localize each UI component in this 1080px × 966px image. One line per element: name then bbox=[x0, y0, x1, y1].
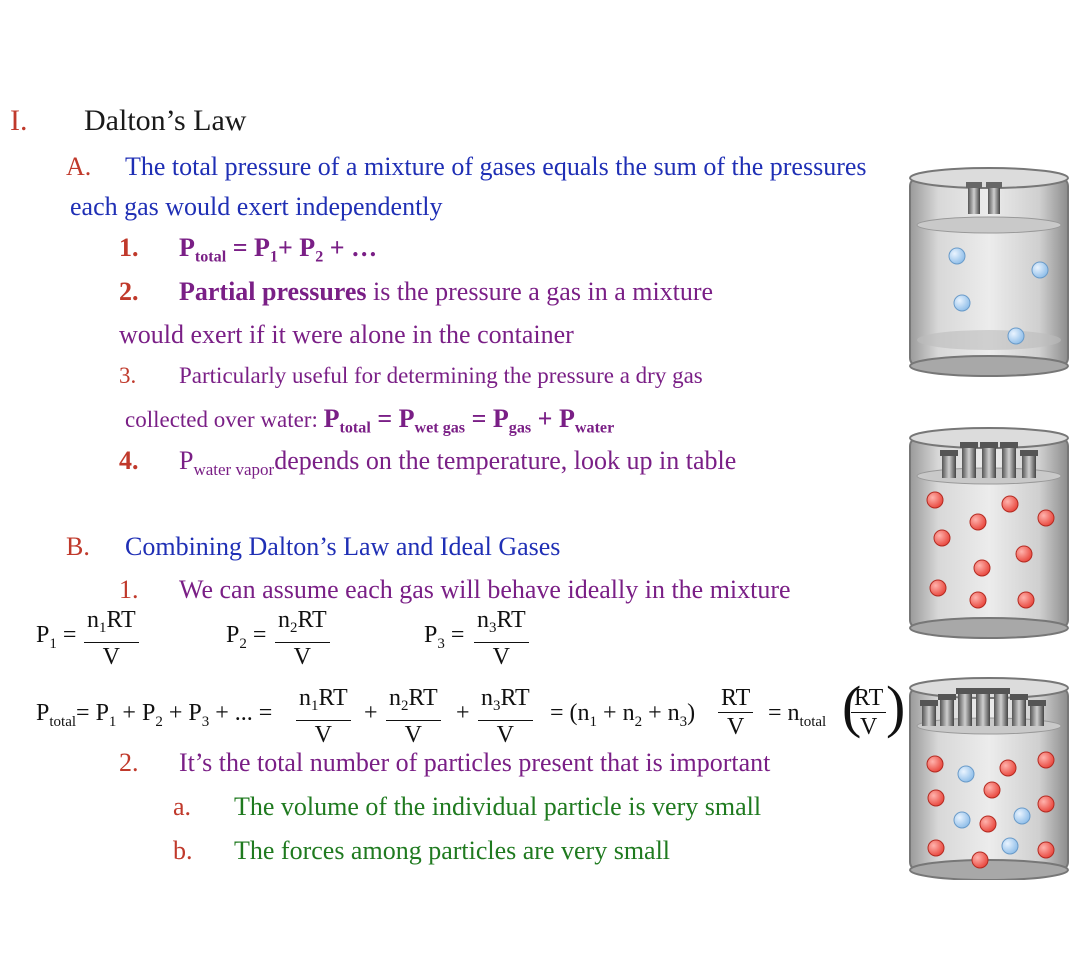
eq-p3-lhs: $P_3$ = bbox=[424, 622, 465, 652]
partial-pressures-term: Partial pressures bbox=[179, 277, 367, 306]
item-a2-line2: would exert if it were alone in the container bbox=[119, 320, 574, 349]
item-b2-text: It’s the total number of particles present that is important bbox=[179, 748, 771, 777]
eq-total-frac1: $\frac{n_1RT}{V}$ bbox=[296, 684, 351, 749]
item-b2b-text: The forces among particles are very small bbox=[234, 836, 671, 865]
eq-total-rt-over-v-paren: $\frac{RT}{V}$ bbox=[851, 684, 886, 741]
eq-total-ntotal: = $n_{total}$ bbox=[768, 700, 827, 730]
eq-p1-fraction: $\frac{n_1RT}{V}$ bbox=[84, 606, 139, 671]
part-a-line1: The total pressure of a mixture of gases equals the sum of the pressures bbox=[125, 152, 867, 181]
section-title: Dalton’s Law bbox=[84, 104, 247, 137]
eq-total-sum-n: = $(n_1 + n_2 + n_3)$ bbox=[550, 700, 696, 730]
item-b2a-text: The volume of the individual particle is very small bbox=[234, 792, 762, 821]
section-numeral: I. bbox=[10, 104, 28, 137]
item-a1-number: 1. bbox=[119, 233, 139, 262]
eq-total-plus1: + bbox=[364, 700, 378, 726]
eq-p2-fraction: $\frac{n_2RT}{V}$ bbox=[275, 606, 330, 671]
eq-p3-fraction: $\frac{n_3RT}{V}$ bbox=[474, 606, 529, 671]
item-b2b-number: b. bbox=[173, 836, 193, 865]
item-b1-text: We can assume each gas will behave ideally in the mixture bbox=[179, 575, 791, 604]
item-a3-number: 3. bbox=[119, 363, 137, 388]
left-paren: ( bbox=[842, 674, 862, 739]
item-a3-text: Particularly useful for determining the pressure a dry gas bbox=[179, 363, 703, 388]
item-a3-line2: collected over water: $P_{total} = P_{wet gas} = P_{gas} + P_{water}$ bbox=[125, 404, 615, 437]
part-b-title: Combining Dalton’s Law and Ideal Gases bbox=[125, 532, 561, 561]
item-a4-number: 4. bbox=[119, 446, 139, 475]
eq-total-plus2: + bbox=[456, 700, 470, 726]
eq-total-frac2: $\frac{n_2RT}{V}$ bbox=[386, 684, 441, 749]
part-b-label: B. bbox=[66, 532, 90, 561]
item-b1-number: 1. bbox=[119, 575, 139, 604]
container-mixed-gas bbox=[910, 678, 1068, 880]
eq-total-lhs: $P_{total}= P_1 + P_2 + P_3$ + ... = bbox=[36, 700, 273, 730]
container-blue-gas bbox=[910, 168, 1068, 376]
eq-p1-lhs: $P_1$ = bbox=[36, 622, 77, 652]
item-a2-text: Partial pressures is the pressure a gas in a mixture bbox=[179, 277, 714, 306]
eq-total-rt-over-v: $\frac{RT}{V}$ bbox=[718, 684, 753, 741]
eq-total-frac3: $\frac{n_3RT}{V}$ bbox=[478, 684, 533, 749]
part-a-line2: each gas would exert independently bbox=[70, 192, 443, 221]
item-b2-number: 2. bbox=[119, 748, 139, 777]
part-a-label: A. bbox=[66, 152, 92, 181]
right-paren: ) bbox=[886, 674, 906, 739]
gas-containers-illustration bbox=[900, 160, 1075, 880]
eq-p2-lhs: $P_2$ = bbox=[226, 622, 267, 652]
item-a2-number: 2. bbox=[119, 277, 139, 306]
container-red-gas bbox=[910, 428, 1068, 638]
item-b2a-number: a. bbox=[173, 792, 192, 821]
item-a1-equation: $P_{total} = P_1+ P_2$ + … bbox=[179, 233, 378, 266]
item-a4-text: $P_{water vapor}depends$ on the temperature, look up in table bbox=[179, 446, 737, 479]
